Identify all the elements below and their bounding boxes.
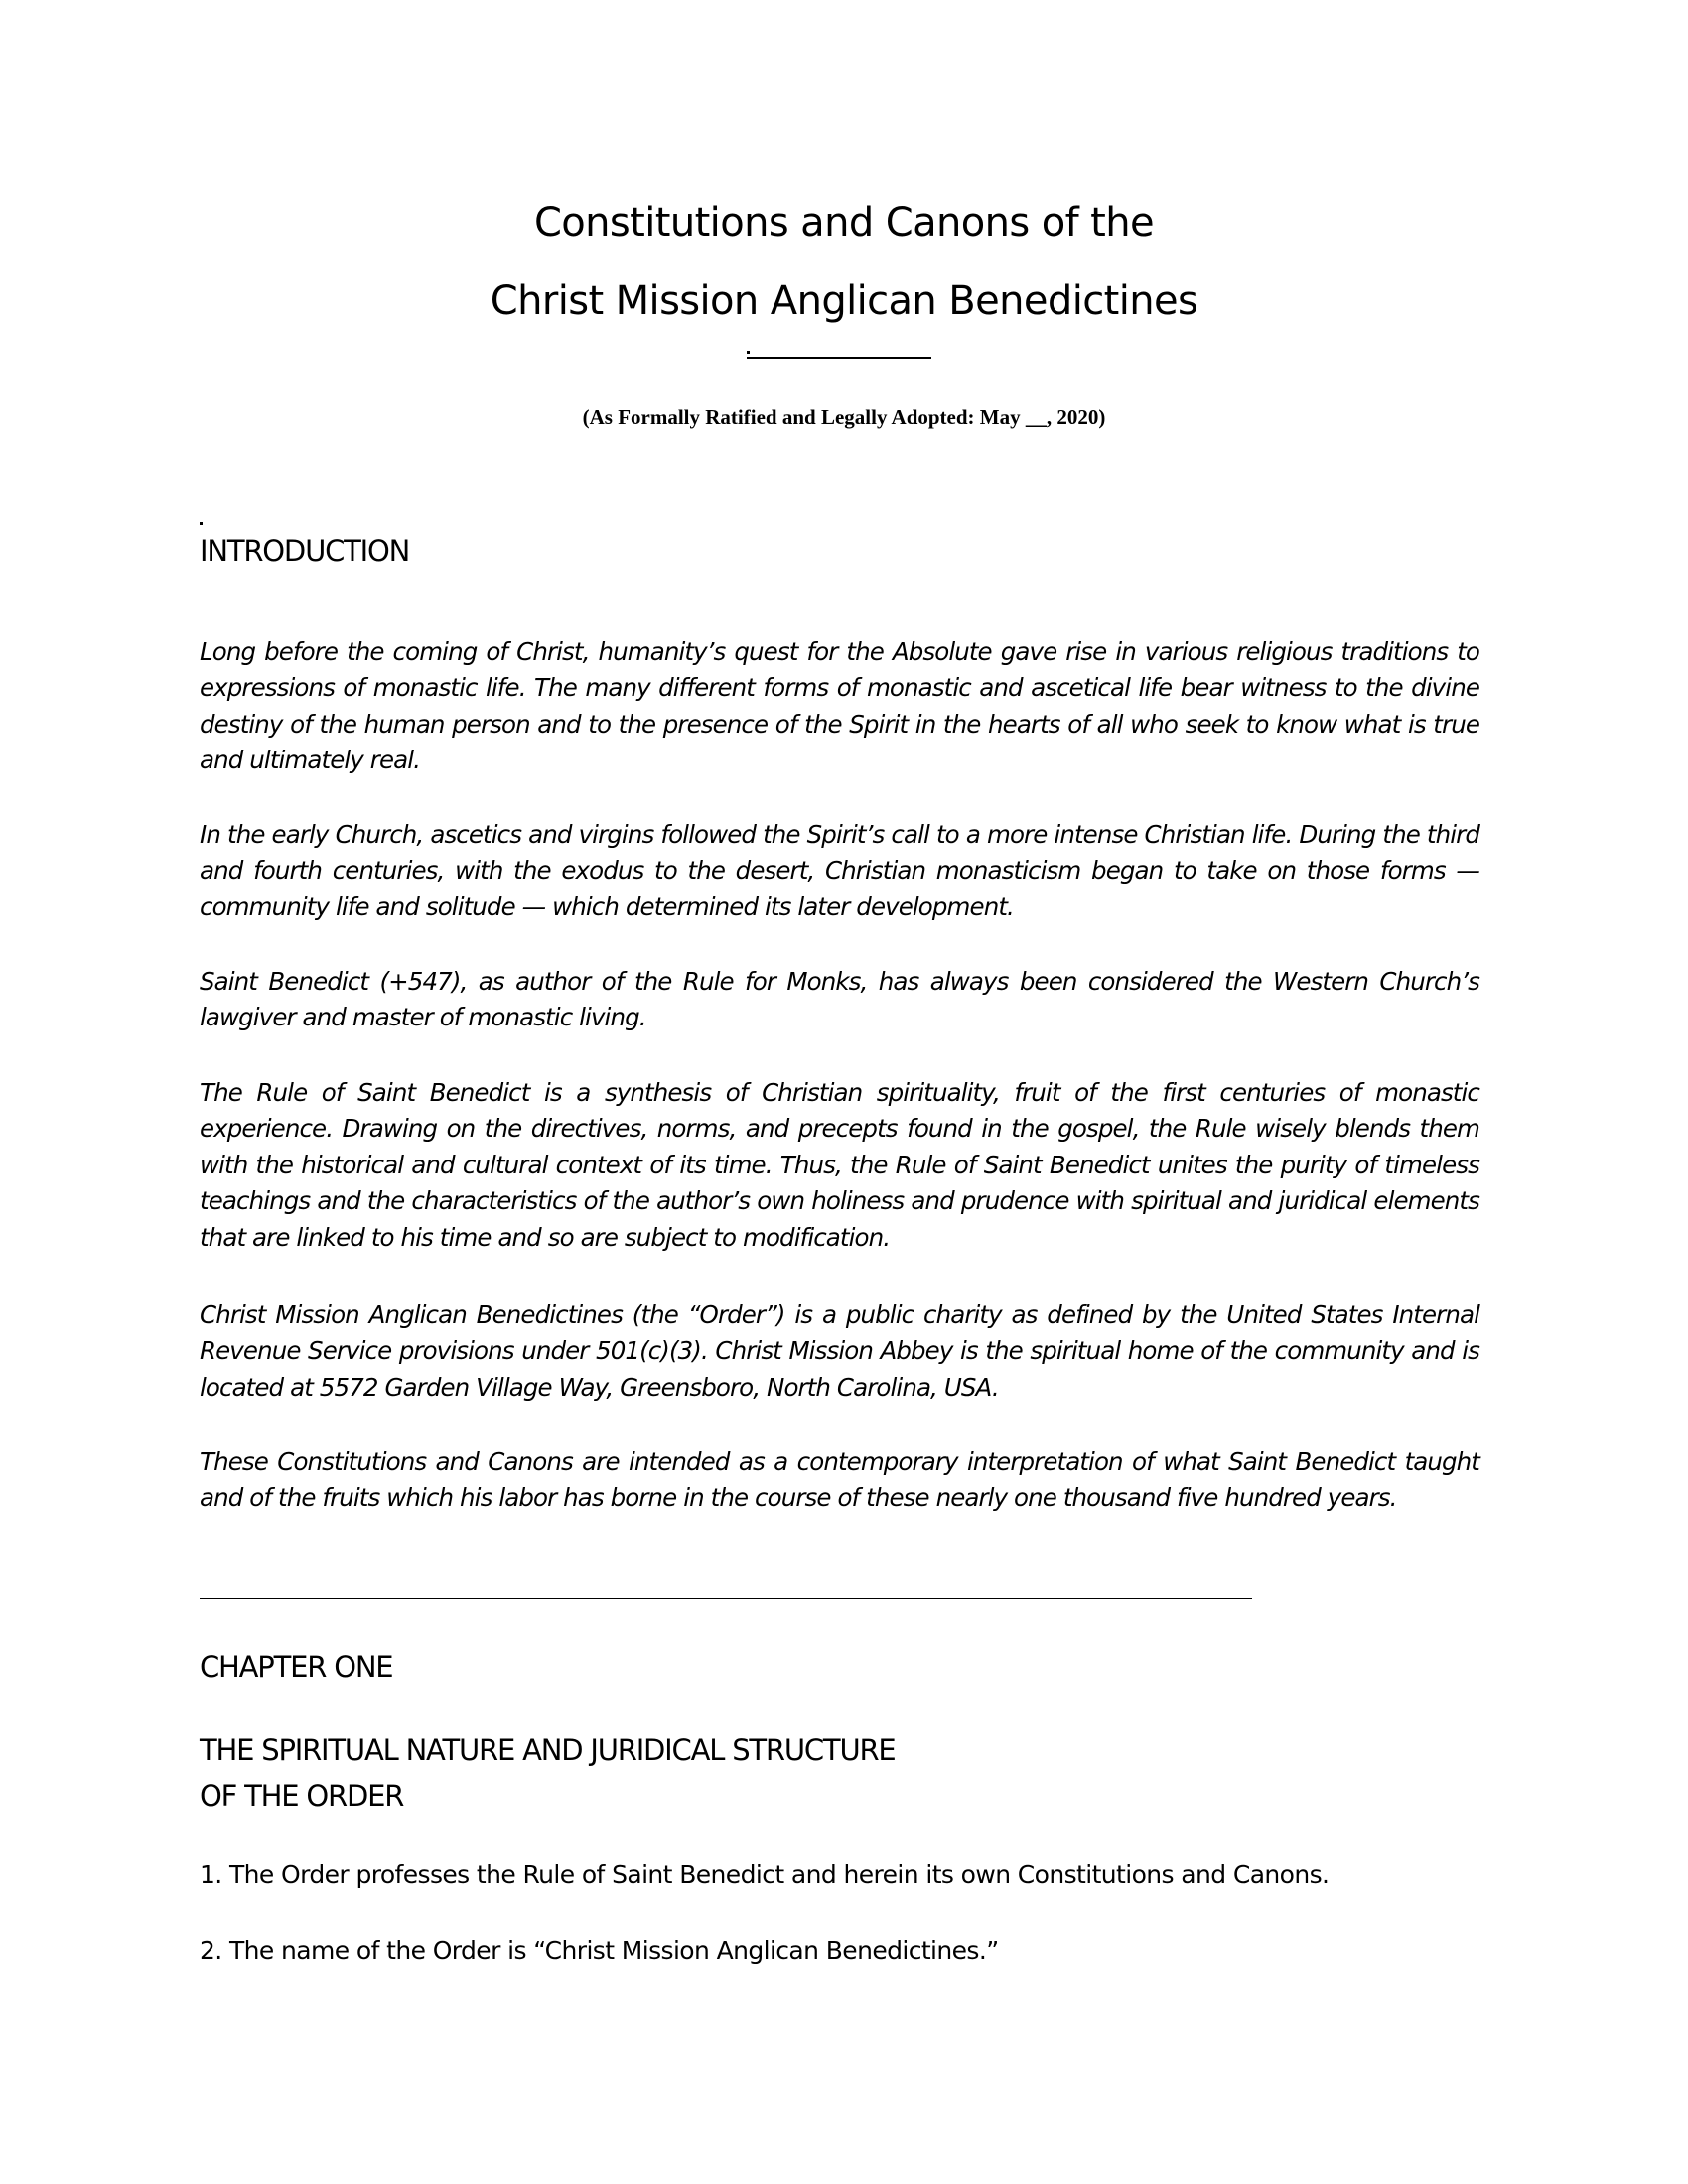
adoption-note: (As Formally Ratified and Legally Adopted: May __, 2020) bbox=[582, 405, 1106, 429]
stray-dot-mark bbox=[200, 522, 203, 525]
article-text: The name of the Order is “Christ Mission Anglican Benedictines.” bbox=[221, 1936, 999, 1965]
chapter-title-line-1: THE SPIRITUAL NATURE AND JURIDICAL STRUCTURE bbox=[200, 1733, 896, 1767]
article-item bbox=[200, 1936, 999, 1965]
chapter-title-line-2: OF THE ORDER bbox=[200, 1779, 404, 1813]
article-text: The Order professes the Rule of Saint Benedict and herein its own Constitutions and Canons. bbox=[221, 1860, 1330, 1889]
article-number: 1. bbox=[200, 1860, 222, 1889]
introduction-heading: INTRODUCTION bbox=[200, 534, 410, 568]
introduction-paragraph: The Rule of Saint Benedict is a synthesis of Christian spirituality, fruit of the first centuries of monastic experience. Drawing on the directives, norms, and precepts found in the gospel, the Rule wisely blends them with the historical and cultural context of its time. Thus, the Rule of Saint Benedict unites the purity of timeless teachings and the characteristics of the author’s own holiness and prudence with spiritual and juridical elements that are linked to his time and so are subject to modification. bbox=[200, 1077, 1479, 1252]
introduction-paragraph: Christ Mission Anglican Benedictines (the “Order”) is a public charity as defined by the United States Internal Revenue Service provisions under 501(c)(3). Christ Mission Abbey is the spiritual home of the community and is located at 5572 Garden Village Way, Greensboro, North Carolina, USA. bbox=[200, 1299, 1479, 1402]
chapter-heading: CHAPTER ONE bbox=[200, 1650, 393, 1684]
section-separator-rule bbox=[200, 1598, 1252, 1599]
article-item bbox=[200, 1860, 1329, 1889]
introduction-paragraph: Saint Benedict (+547), as author of the Rule for Monks, has always been considered the Western Church’s lawgiver and master of monastic living. bbox=[200, 966, 1479, 1031]
title-rule-dot bbox=[747, 351, 750, 354]
document-title-line-1: Constitutions and Canons of the bbox=[533, 201, 1155, 246]
introduction-paragraph: In the early Church, ascetics and virgins followed the Spirit’s call to a more intense Christian life. During the third and fourth centuries, with the exodus to the desert, Christian monasticism began to take on those forms — community life and solitude — which determined its later development. bbox=[200, 819, 1479, 921]
title-underline-rule bbox=[747, 357, 931, 359]
document-title-line-2: Christ Mission Anglican Benedictines bbox=[490, 278, 1198, 324]
article-number: 2. bbox=[200, 1936, 222, 1965]
introduction-paragraph: These Constitutions and Canons are intended as a contemporary interpretation of what Saint Benedict taught and of the fruits which his labor has borne in the course of these nearly one thousand five hundred years. bbox=[200, 1446, 1479, 1512]
introduction-paragraph: Long before the coming of Christ, humanity’s quest for the Absolute gave rise in various religious traditions to expressions of monastic life. The many different forms of monastic and ascetical life bear witness to the divine destiny of the human person and to the presence of the Spirit in the hearts of all who seek to know what is true and ultimately real. bbox=[200, 636, 1479, 774]
